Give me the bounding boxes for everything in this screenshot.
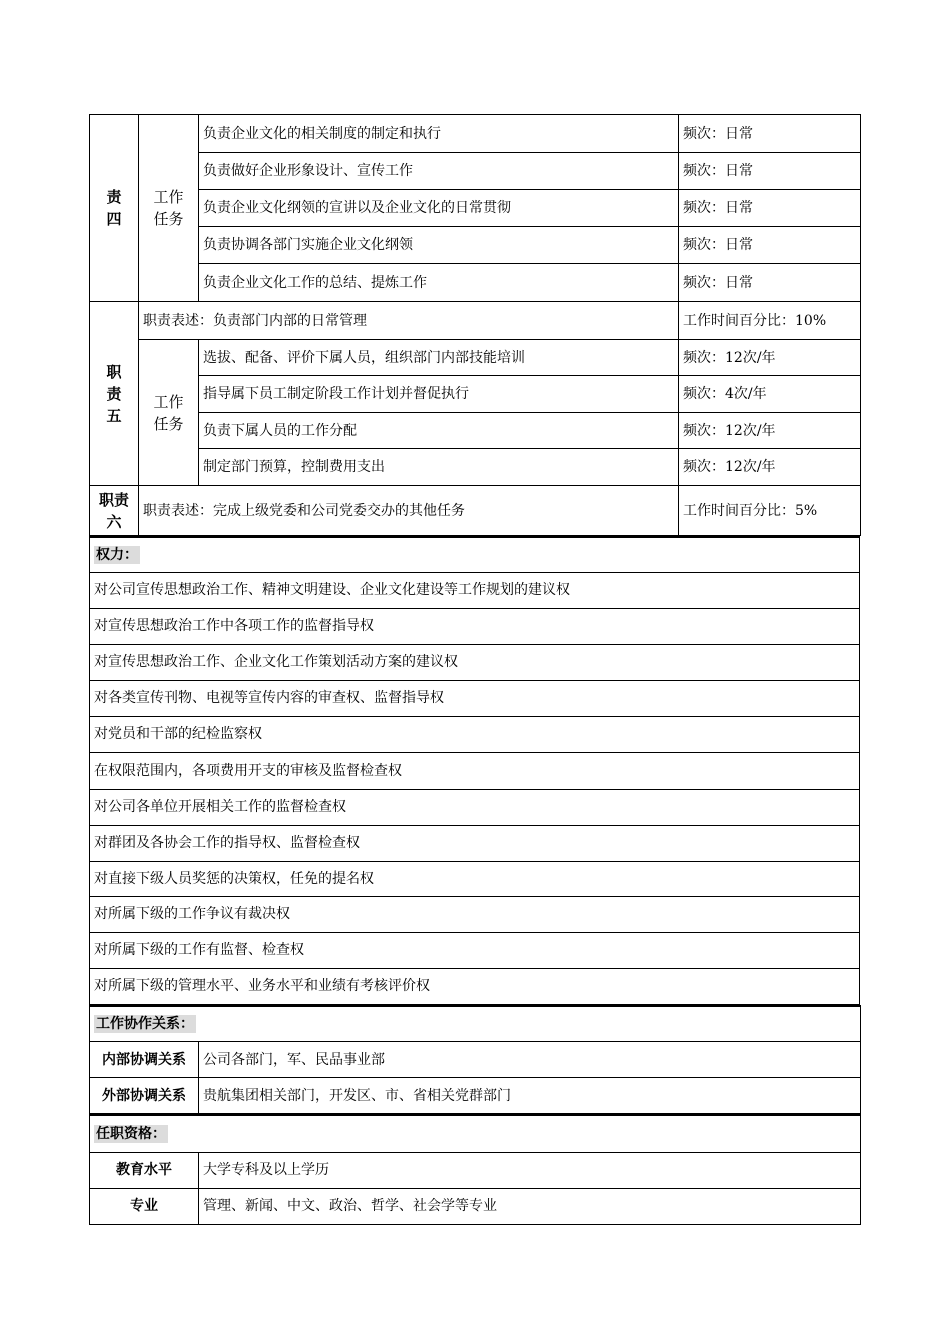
qualifications-table bbox=[89, 1114, 861, 1225]
power-item: 对直接下级人员奖惩的决策权，任免的提名权 bbox=[90, 861, 860, 896]
power-item: 在权限范围内，各项费用开支的审核及监督检查权 bbox=[90, 752, 860, 789]
power-item: 对公司宣传思想政治工作、精神文明建设、企业文化建设等工作规划的建议权 bbox=[90, 572, 860, 608]
duty5-task-4: 制定部门预算，控制费用支出 bbox=[199, 449, 679, 486]
duties-table bbox=[89, 114, 861, 536]
duty5-freq-2: 频次：4次/年 bbox=[679, 376, 861, 413]
major-value: 管理、新闻、中文、政治、哲学、社会学等专业 bbox=[199, 1188, 861, 1224]
power-item: 对所属下级的工作有监督、检查权 bbox=[90, 932, 860, 968]
duty4-label: 责四 bbox=[90, 115, 139, 302]
major-label: 专业 bbox=[90, 1188, 199, 1224]
power-item: 对宣传思想政治工作中各项工作的监督指导权 bbox=[90, 608, 860, 644]
internal-relations-value: 公司各部门，军、民品事业部 bbox=[199, 1042, 861, 1078]
power-item: 对各类宣传刊物、电视等宣传内容的审查权、监督指导权 bbox=[90, 680, 860, 716]
power-item: 对公司各单位开展相关工作的监督检查权 bbox=[90, 789, 860, 825]
relations-title: 工作协作关系： bbox=[90, 1006, 861, 1042]
duty4-freq-2: 频次：日常 bbox=[679, 153, 861, 190]
duty4-task-4: 负责协调各部门实施企业文化纲领 bbox=[199, 227, 679, 264]
duty5-freq-3: 频次：12次/年 bbox=[679, 413, 861, 449]
duty4-freq-5: 频次：日常 bbox=[679, 264, 861, 302]
duty4-task-5: 负责企业文化工作的总结、提炼工作 bbox=[199, 264, 679, 302]
duty5-task-1: 选拔、配备、评价下属人员，组织部门内部技能培训 bbox=[199, 340, 679, 376]
job-description-document bbox=[89, 114, 860, 1225]
power-item: 对所属下级的工作争议有裁决权 bbox=[90, 896, 860, 932]
duty4-freq-4: 频次：日常 bbox=[679, 227, 861, 264]
education-label: 教育水平 bbox=[90, 1152, 199, 1188]
power-table bbox=[89, 536, 860, 1005]
duty6-percent: 工作时间百分比：5% bbox=[679, 486, 861, 536]
external-relations-value: 贵航集团相关部门，开发区、市、省相关党群部门 bbox=[199, 1078, 861, 1114]
duty5-freq-4: 频次：12次/年 bbox=[679, 449, 861, 486]
duty5-task-label: 工作任务 bbox=[139, 340, 199, 486]
duty4-task-1: 负责企业文化的相关制度的制定和执行 bbox=[199, 115, 679, 153]
duty5-label: 职责五 bbox=[90, 302, 139, 486]
power-item: 对群团及各协会工作的指导权、监督检查权 bbox=[90, 825, 860, 861]
external-relations-label: 外部协调关系 bbox=[90, 1078, 199, 1114]
duty5-task-2: 指导属下员工制定阶段工作计划并督促执行 bbox=[199, 376, 679, 413]
duty4-freq-3: 频次：日常 bbox=[679, 190, 861, 227]
duty5-percent: 工作时间百分比：10% bbox=[679, 302, 861, 340]
duty4-task-2: 负责做好企业形象设计、宣传工作 bbox=[199, 153, 679, 190]
duty4-task-label: 工作任务 bbox=[139, 115, 199, 302]
internal-relations-label: 内部协调关系 bbox=[90, 1042, 199, 1078]
power-item: 对所属下级的管理水平、业务水平和业绩有考核评价权 bbox=[90, 968, 860, 1004]
duty5-task-3: 负责下属人员的工作分配 bbox=[199, 413, 679, 449]
relations-table bbox=[89, 1005, 861, 1115]
power-title: 权力： bbox=[90, 537, 860, 572]
duty6-statement: 职责表述：完成上级党委和公司党委交办的其他任务 bbox=[139, 486, 679, 536]
power-item: 对党员和干部的纪检监察权 bbox=[90, 716, 860, 752]
qualifications-title: 任职资格： bbox=[90, 1115, 861, 1152]
duty5-freq-1: 频次：12次/年 bbox=[679, 340, 861, 376]
duty4-freq-1: 频次：日常 bbox=[679, 115, 861, 153]
duty5-statement: 职责表述：负责部门内部的日常管理 bbox=[139, 302, 679, 340]
duty6-label: 职责六 bbox=[90, 486, 139, 536]
duty4-task-3: 负责企业文化纲领的宣讲以及企业文化的日常贯彻 bbox=[199, 190, 679, 227]
power-item: 对宣传思想政治工作、企业文化工作策划活动方案的建议权 bbox=[90, 644, 860, 680]
education-value: 大学专科及以上学历 bbox=[199, 1152, 861, 1188]
